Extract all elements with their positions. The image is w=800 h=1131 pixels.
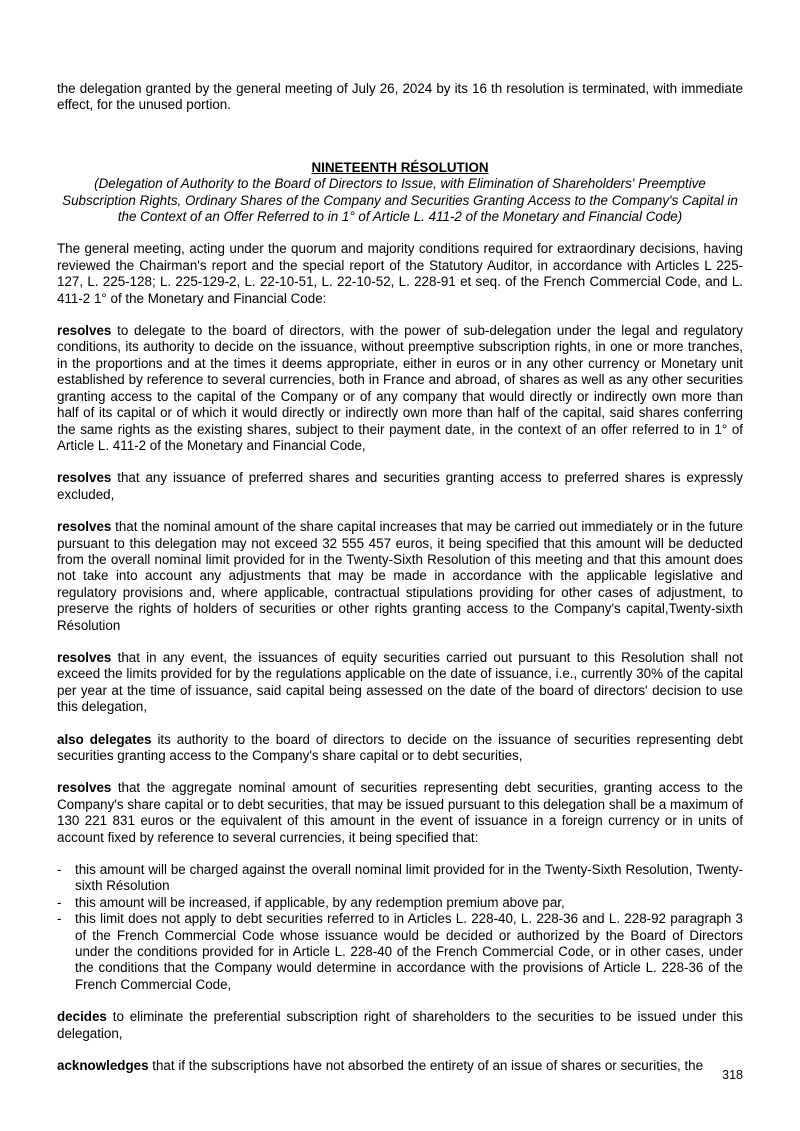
paragraph-text: its authority to the board of directors to decide on the issuance of securities representing debt securities granting access to the Company's share capital or to debt securities,	[57, 731, 743, 763]
page-number: 318	[722, 1068, 743, 1082]
spacer	[57, 307, 743, 323]
paragraph-text: that the aggregate nominal amount of securities representing debt securities, granting access to the Company's share capital or to debt securities, that may be issued pursuant to this delegation shall be a maximum of 130 221 831 euros or the equivalent of this amount in the event of issuance in a foreign currency or in units of account fixed by reference to several currencies, it being specified that:	[57, 780, 743, 845]
resolution-heading	[57, 160, 743, 226]
paragraph-text: that in any event, the issuances of equity securities carried out pursuant to this Resolution shall not exceed the limits provided for by the regulations applicable on the date of issuance, i.e., currently 30% of the capital per year at the time of issuance, said capital being assessed on the date of the board of directors' decision to use this delegation,	[57, 649, 743, 715]
paragraph-lead: also delegates	[57, 731, 152, 747]
paragraph-text: to delegate to the board of directors, with the power of sub-delegation under the legal and regulatory conditions, its authority to decide on the issuance, without preemptive subscription rights, in one or more tranches, in the proportions and at the times it deems appropriate, either in euros or in any other currency or Monetary unit established by reference to several currencies, both in France and abroad, of shares as well as any other securities granting access to the capital of the Company or of any company that would directly or indirectly own more than half of its capital or of which it would directly or indirectly own more than half of the capital, said shares conferring the same rights as the existing shares, subject to their payment date, in the context of an offer referred to in 1° of Article L. 411-2 of the Monetary and Financial Code,	[57, 323, 743, 453]
document-page	[57, 81, 743, 1075]
spacer	[57, 993, 743, 1009]
paragraph-lead: resolves	[57, 470, 112, 486]
list-item-text: this limit does not apply to debt securities referred to in Articles L. 228-40, L. 228-36 and L. 228-92 paragraph 3 of the French Commercial Code whose issuance would be decided or authorized by the Board of Directors under the conditions provided for in Article L. 228-40 of the French Commercial Code, or in other cases, under the conditions that the Company would determine in accordance with the provisions of Article L. 228-36 of the French Commercial Code,	[75, 911, 743, 992]
spacer	[57, 846, 743, 862]
list-item	[57, 862, 743, 895]
list-item	[57, 911, 743, 993]
spacer	[57, 764, 743, 780]
paragraph-lead: acknowledges	[57, 1058, 149, 1074]
intro-paragraph: the delegation granted by the general meeting of July 26, 2024 by its 16 th resolution is terminated, with immediate effect, for the unused portion.	[57, 81, 743, 113]
paragraph-text: to eliminate the preferential subscription right of shareholders to the securities to be issued under this delegation,	[57, 1009, 743, 1041]
dash-bullet: -	[57, 911, 62, 927]
spacer	[57, 716, 743, 732]
resolution-paragraph	[57, 519, 743, 634]
dash-bullet: -	[57, 862, 62, 878]
spacer	[57, 225, 743, 241]
paragraph-lead: resolves	[57, 780, 112, 796]
resolution-paragraph	[57, 1058, 743, 1074]
bullet-list	[57, 862, 743, 993]
spacer	[57, 454, 743, 470]
resolution-paragraph	[57, 650, 743, 716]
paragraph-text: that if the subscriptions have not absorbed the entirety of an issue of shares or securities, the	[148, 1058, 704, 1074]
list-item-text: this amount will be increased, if applicable, by any redemption premium above par,	[75, 894, 565, 910]
resolution-paragraph	[57, 470, 743, 503]
resolution-paragraph	[57, 732, 743, 765]
dash-bullet: -	[57, 894, 62, 910]
list-item	[57, 895, 743, 911]
list-item-text: this amount will be charged against the overall nominal limit provided for in the Twenty-Sixth Resolution, Twenty-sixth Résolution	[75, 862, 743, 894]
paragraph-text: that the nominal amount of the share capital increases that may be carried out immediately or in the future pursuant to this delegation may not exceed 32 555 457 euros, it being specified that this amount will be deducted from the overall nominal limit provided for in the Twenty-Sixth Resolution of this meeting and that this amount does not take into account any adjustments that may be made in accordance with the applicable legislative and regulatory provisions and, where applicable, contractual stipulations providing for other cases of adjustment, to preserve the rights of holders of securities or other rights granting access to the Company's capital,Twenty-sixth Résolution	[57, 519, 743, 633]
paragraph-text: that any issuance of preferred shares and securities granting access to preferred shares is expressly excluded,	[57, 470, 743, 502]
paragraph-lead: decides	[57, 1009, 107, 1025]
spacer	[57, 114, 743, 160]
paragraph-lead: resolves	[57, 323, 112, 339]
spacer	[57, 634, 743, 650]
resolution-paragraph	[57, 780, 743, 846]
preamble-paragraph: The general meeting, acting under the quorum and majority conditions required for extraordinary decisions, having reviewed the Chairman's report and the special report of the Statutory Auditor, in accordance with Articles L 225-127, L. 225-128; L. 225-129-2, L. 22-10-51, L. 22-10-52, L. 228-91 et seq. of the French Commercial Code, and L. 411-2 1° of the Monetary and Financial Code:	[57, 241, 743, 306]
paragraph-lead: resolves	[57, 519, 112, 535]
resolution-subtitle: (Delegation of Authority to the Board of Directors to Issue, with Elimination of Shareholders' Preemptive Subscription Rights, Ordinary Shares of the Company and Securities Granting Access to the Company's Capital in the Context of an Offer Referred to in 1° of Article L. 411-2 of the Monetary and Financial Code)	[62, 176, 738, 225]
spacer	[57, 1042, 743, 1058]
resolution-paragraph	[57, 1009, 743, 1042]
resolution-title: NINETEENTH RÉSOLUTION	[311, 159, 489, 175]
resolution-paragraph	[57, 323, 743, 454]
spacer	[57, 503, 743, 519]
paragraph-lead: resolves	[57, 649, 112, 665]
